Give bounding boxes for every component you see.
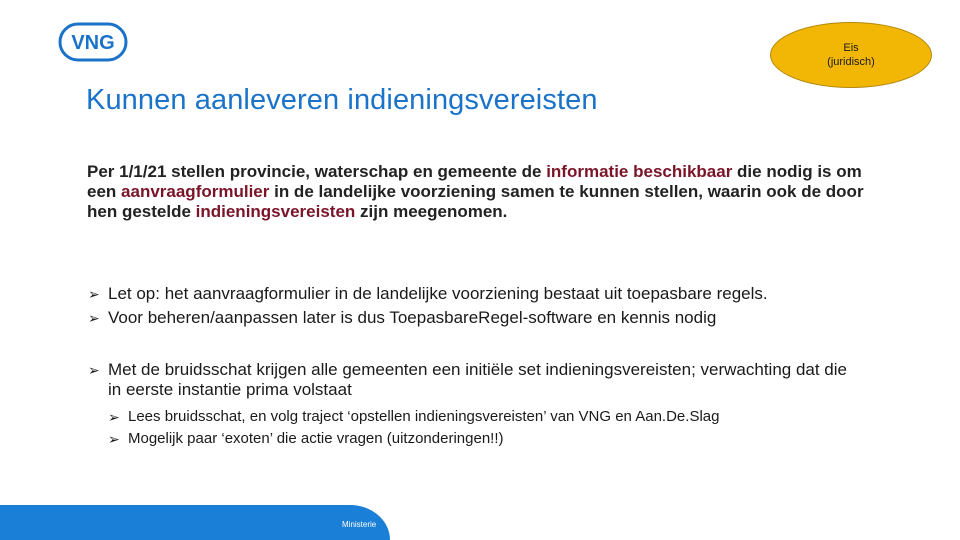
- footer-band: [0, 505, 390, 540]
- bullet-text: Met de bruidsschat krijgen alle gemeenten een initiële set indieningsvereisten; verwachting dat die in eerste instantie prima volstaat: [108, 360, 847, 399]
- list-item: [108, 406, 868, 428]
- intro-text-4: zijn meegenomen.: [355, 202, 508, 221]
- list-item: [88, 306, 908, 330]
- sub-bullet-list: [108, 406, 868, 450]
- bullet-text: Let op: het aanvraagformulier in de landelijke voorziening bestaat uit toepasbare regels.: [108, 284, 768, 303]
- sub-bullet-text: Mogelijk paar ‘exoten’ die actie vragen (uitzonderingen!!): [128, 430, 504, 447]
- badge-line-2: (juridisch): [827, 56, 875, 68]
- badge-line-1: Eis: [843, 42, 859, 54]
- list-item: [108, 428, 868, 450]
- arrow-bullet-icon: ➢: [88, 310, 100, 326]
- bullet-list-2: [88, 360, 848, 400]
- bullet-list-1: [88, 282, 908, 330]
- requirement-badge: [770, 22, 932, 88]
- intro-text-2: die nodig is om een: [87, 162, 862, 201]
- arrow-bullet-icon: ➢: [108, 431, 120, 447]
- intro-highlight-1: informatie beschikbaar: [546, 162, 733, 181]
- page-title: Kunnen aanleveren indieningsvereisten: [86, 84, 598, 116]
- intro-text-1: Per 1/1/21 stellen provincie, waterschap en gemeente de: [87, 162, 547, 181]
- intro-paragraph: [87, 162, 877, 222]
- bullet-text: Voor beheren/aanpassen later is dus ToepasbareRegel-software en kennis nodig: [108, 308, 717, 327]
- arrow-bullet-icon: ➢: [108, 409, 120, 425]
- intro-highlight-3: indieningsvereisten: [195, 202, 356, 221]
- list-item: [88, 360, 848, 400]
- list-item: [88, 282, 908, 306]
- logo-text: VNG: [71, 32, 115, 54]
- footer-text: Ministerie: [342, 520, 377, 529]
- arrow-bullet-icon: ➢: [88, 362, 100, 378]
- arrow-bullet-icon: ➢: [88, 286, 100, 302]
- vng-logo: [58, 22, 128, 62]
- intro-text-3: in de landelijke voorziening samen te kunnen stellen, waarin ook de door hen gestelde: [87, 182, 864, 221]
- intro-highlight-2: aanvraagformulier: [121, 182, 270, 201]
- sub-bullet-text: Lees bruidsschat, en volg traject ‘opstellen indieningsvereisten’ van VNG en Aan.De.Slag: [128, 408, 720, 425]
